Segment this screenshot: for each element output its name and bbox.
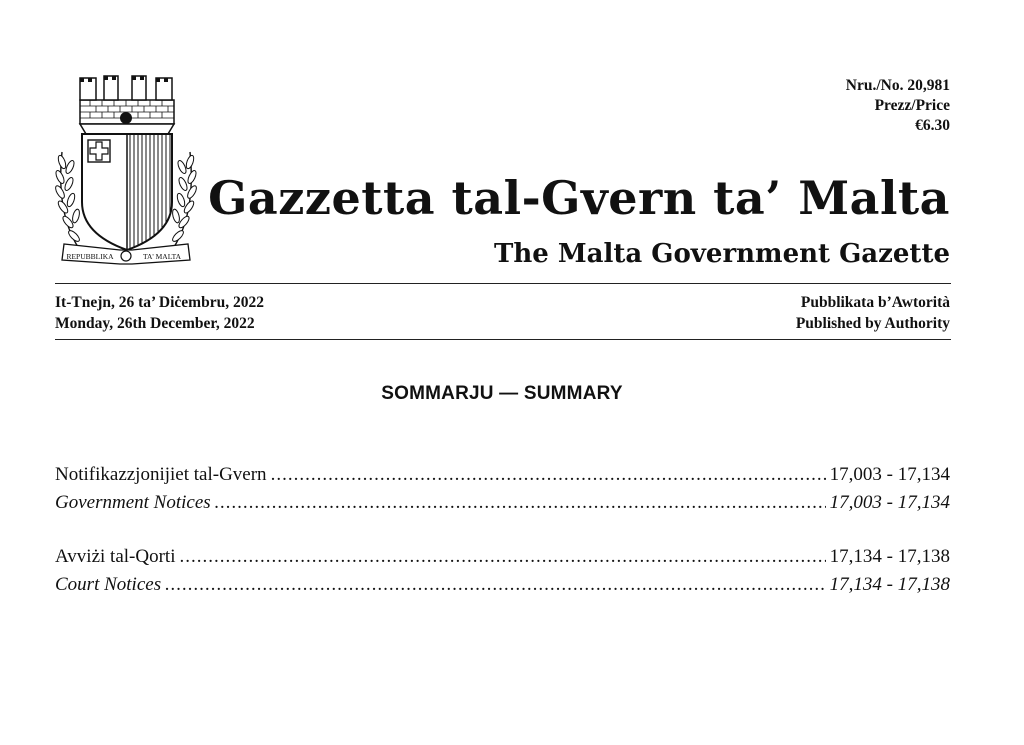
authority-english: Published by Authority (795, 315, 950, 332)
gazette-title-maltese: Gazzetta tal-Gvern ta’ Malta (208, 171, 950, 225)
date-english: Monday, 26th December, 2022 (55, 315, 255, 332)
coat-of-arms-emblem (50, 72, 202, 272)
masthead-divider-bottom (55, 339, 951, 340)
summary-list (55, 461, 950, 599)
summary-entry-government-notices-mt[interactable] (55, 461, 950, 489)
summary-entry-label: Court Notices (55, 574, 162, 595)
issue-info (846, 76, 950, 136)
gazette-title-english: The Malta Government Gazette (494, 239, 950, 269)
summary-entry-pages: 17,003 - 17,134 (829, 492, 950, 513)
price-label: Prezz/Price (874, 97, 950, 114)
authority-statement (796, 292, 950, 334)
price-value: €6.30 (915, 117, 950, 134)
summary-entry-court-notices-mt[interactable] (55, 543, 950, 571)
summary-entry-government-notices-en[interactable] (55, 489, 950, 517)
summary-heading: SOMMARJU — SUMMARY (381, 383, 623, 404)
publication-date (55, 292, 264, 334)
emblem-motto-left: REPUBBLIKA (66, 252, 114, 261)
emblem-motto-right: TA' MALTA (143, 252, 181, 261)
date-maltese: It-Tnejn, 26 ta’ Diċembru, 2022 (55, 294, 264, 311)
summary-entry-pages: 17,134 - 17,138 (829, 574, 950, 595)
summary-entry-label: Avviżi tal-Qorti (55, 546, 176, 567)
issue-number: Nru./No. 20,981 (845, 77, 950, 94)
summary-entry-pages: 17,003 - 17,134 (829, 464, 950, 485)
summary-entry-label: Government Notices (55, 492, 211, 513)
dot-leader (165, 571, 826, 599)
summary-entry-court-notices-en[interactable] (55, 571, 950, 599)
coat-of-arms-icon (50, 72, 202, 272)
dot-leader (215, 489, 826, 517)
dot-leader (271, 461, 826, 489)
dot-leader (179, 543, 825, 571)
authority-maltese: Pubblikata b’Awtorità (800, 294, 950, 311)
summary-entry-label: Notifikazzjonijiet tal-Gvern (55, 464, 267, 485)
masthead-divider-top (55, 283, 951, 284)
summary-entry-pages: 17,134 - 17,138 (829, 546, 950, 567)
